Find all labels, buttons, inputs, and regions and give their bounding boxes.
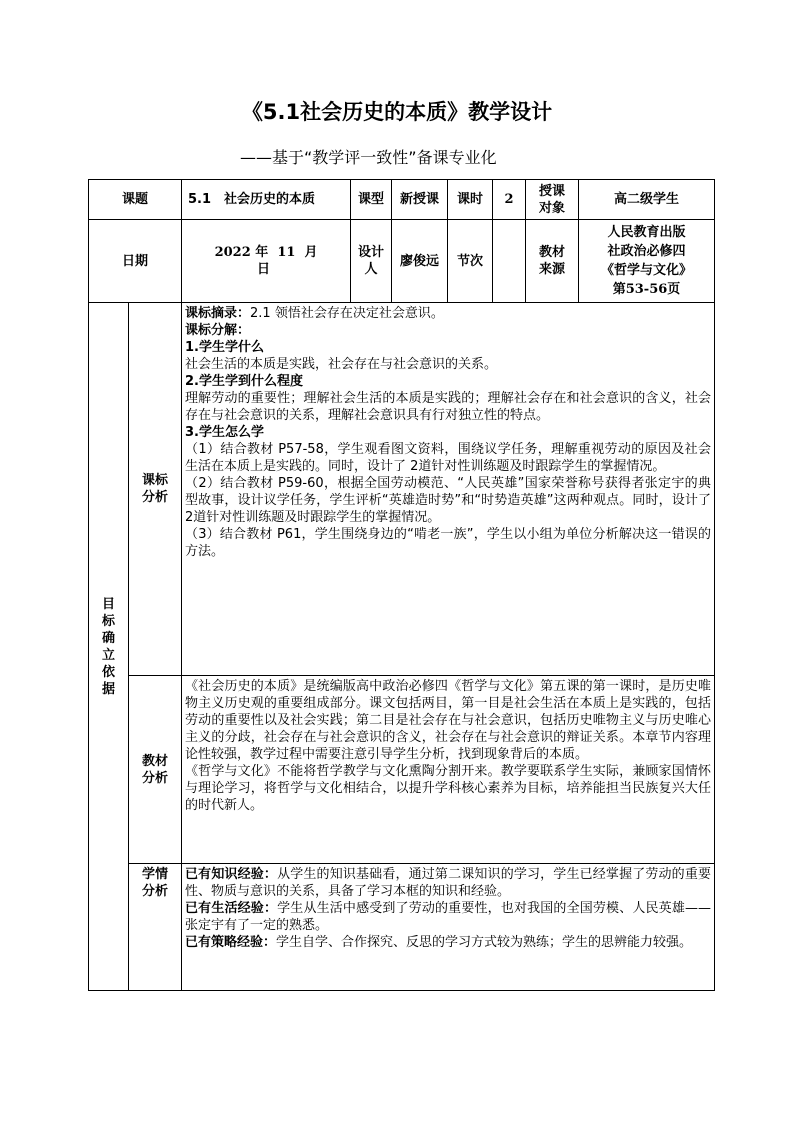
audience-label-line2: 对象 [539, 200, 566, 216]
page-title: 《5.1社会历史的本质》教学设计 [241, 100, 553, 124]
source-label-line1: 教材 [539, 245, 566, 260]
q2-title: 2.学生学到什么程度 [185, 374, 303, 389]
curriculum-label [129, 303, 182, 676]
lesson-plan-table [88, 179, 715, 991]
breakdown-label: 课标分解： [185, 323, 251, 338]
textbook-label-line2: 分析 [142, 770, 169, 786]
info-row-date [89, 220, 715, 303]
curriculum-content [182, 303, 715, 676]
type-label: 课型 [351, 180, 392, 220]
designer-label-line1: 设计 [358, 245, 385, 260]
textbook-label-line1: 教材 [142, 753, 169, 769]
designer-label-line2: 人 [364, 262, 378, 277]
source-line3: 《哲学与文化》 [601, 263, 693, 278]
learner-row [89, 864, 715, 991]
strategy-text: 学生自学、合作探究、反思的学习方式较为熟练；学生的思辨能力较强。 [276, 935, 693, 950]
textbook-row [89, 676, 715, 864]
session-label: 节次 [448, 220, 493, 303]
topic-value-text: 5.1 社会历史的本质 [188, 192, 316, 207]
source-label [526, 220, 579, 303]
textbook-label [129, 676, 182, 864]
audience-value: 高二级学生 [579, 180, 715, 220]
q3-item1: （1）结合教材 P57-58，学生观看图文资料，围绕议学任务，理解重视劳动的原因及社会生活在本质上是实践的。同时，设计了 2道针对性训练题及时跟踪学生的掌握情况。 [185, 442, 712, 474]
textbook-content [182, 676, 715, 864]
life-label: 已有生活经验： [185, 901, 278, 916]
topic-value [182, 180, 351, 220]
page-subtitle: ——基于“教学评一致性”备课专业化 [240, 148, 497, 167]
source-line4: 第53-56页 [612, 282, 681, 297]
section-char-3: 确 [101, 630, 115, 646]
section-char-5: 依 [101, 664, 115, 680]
audience-label-line1: 授课 [539, 183, 566, 199]
audience-label [526, 180, 579, 220]
info-row-topic [89, 180, 715, 220]
curriculum-label-line1: 课标 [142, 473, 169, 488]
q3-title: 3.学生怎么学 [185, 425, 264, 440]
source-line2: 社政治必修四 [607, 244, 686, 259]
designer-label [351, 220, 392, 303]
session-value [493, 220, 526, 303]
date-value-line1: 2022 年 11 月 [214, 245, 318, 260]
excerpt-text: 2.1 领悟社会存在决定社会意识。 [250, 306, 444, 321]
hours-value: 2 [493, 180, 526, 220]
q1-title: 1.学生学什么 [185, 340, 264, 355]
date-label: 日期 [89, 220, 182, 303]
excerpt-label: 课标摘录： [185, 306, 251, 321]
curriculum-row [89, 303, 715, 676]
section-char-4: 立 [101, 647, 115, 663]
textbook-para1: 《社会历史的本质》是统编版高中政治必修四《哲学与文化》第五课的第一课时，是历史唯物主义历史观的重要组成部分。课文包括两目，第一目是社会生活在本质上是实践的，包括劳动的重要性以及社会实践；第二目是社会存在与社会意识，包括历史唯物主义与历史唯心主义的分歧，社会存在与社会意识的含义，社会存在与社会意识的辩证关系。本章节内容理论性较强，教学过程中需要注意引导学生分析，找到现象背后的本质。 [185, 679, 712, 762]
type-value: 新授课 [392, 180, 448, 220]
section-char-2: 标 [101, 613, 115, 629]
hours-label: 课时 [448, 180, 493, 220]
date-value-line2: 日 [257, 262, 271, 277]
topic-label: 课题 [89, 180, 182, 220]
curriculum-label-line2: 分析 [142, 490, 169, 505]
source-value [579, 220, 715, 303]
learner-label-line1: 学情 [142, 867, 169, 882]
q3-item2: （2）结合教材 P59-60，根据全国劳动模范、“人民英雄”国家荣誉称号获得者张定宇的典型故事，设计议学任务，学生评析“英雄造时势”和“时势造英雄”这两种观点。同时，设计了 2道针对性训练题及时跟踪学生的掌握情况。 [185, 476, 712, 525]
learner-label [129, 864, 182, 991]
source-line1: 人民教育出版 [607, 225, 686, 240]
textbook-para2: 《哲学与文化》不能将哲学教学与文化熏陶分割开来。教学要联系学生实际，兼顾家国情怀与理论学习，将哲学与文化相结合，以提升学科核心素养为目标，培养能担当民族复兴大任的时代新人。 [185, 764, 712, 813]
knowledge-text: 从学生的知识基础看，通过第二课知识的学习，学生已经掌握了劳动的重要性、物质与意识的关系，具备了学习本框的知识和经验。 [185, 867, 711, 899]
section-char-6: 据 [101, 681, 115, 697]
life-text: 学生从生活中感受到了劳动的重要性，也对我国的全国劳模、人民英雄——张定宇有了一定的熟悉。 [185, 901, 711, 933]
knowledge-label: 已有知识经验： [185, 867, 278, 882]
section-label-goal-basis [89, 303, 129, 991]
learner-label-line2: 分析 [142, 884, 169, 899]
q3-item3: （3）结合教材 P61，学生围绕身边的“啃老一族”，学生以小组为单位分析解决这一错误的方法。 [185, 527, 712, 559]
section-char-1: 目 [101, 596, 115, 612]
q1-text: 社会生活的本质是实践，社会存在与社会意识的关系。 [185, 357, 498, 372]
strategy-label: 已有策略经验： [185, 935, 277, 950]
learner-content [182, 864, 715, 991]
date-value [182, 220, 351, 303]
designer-value: 廖俊远 [392, 220, 448, 303]
q2-text: 理解劳动的重要性；理解社会生活的本质是实践的；理解社会存在和社会意识的含义，社会存在与社会意识的关系，理解社会意识具有行对独立性的特点。 [185, 391, 712, 423]
source-label-line2: 来源 [539, 262, 566, 277]
